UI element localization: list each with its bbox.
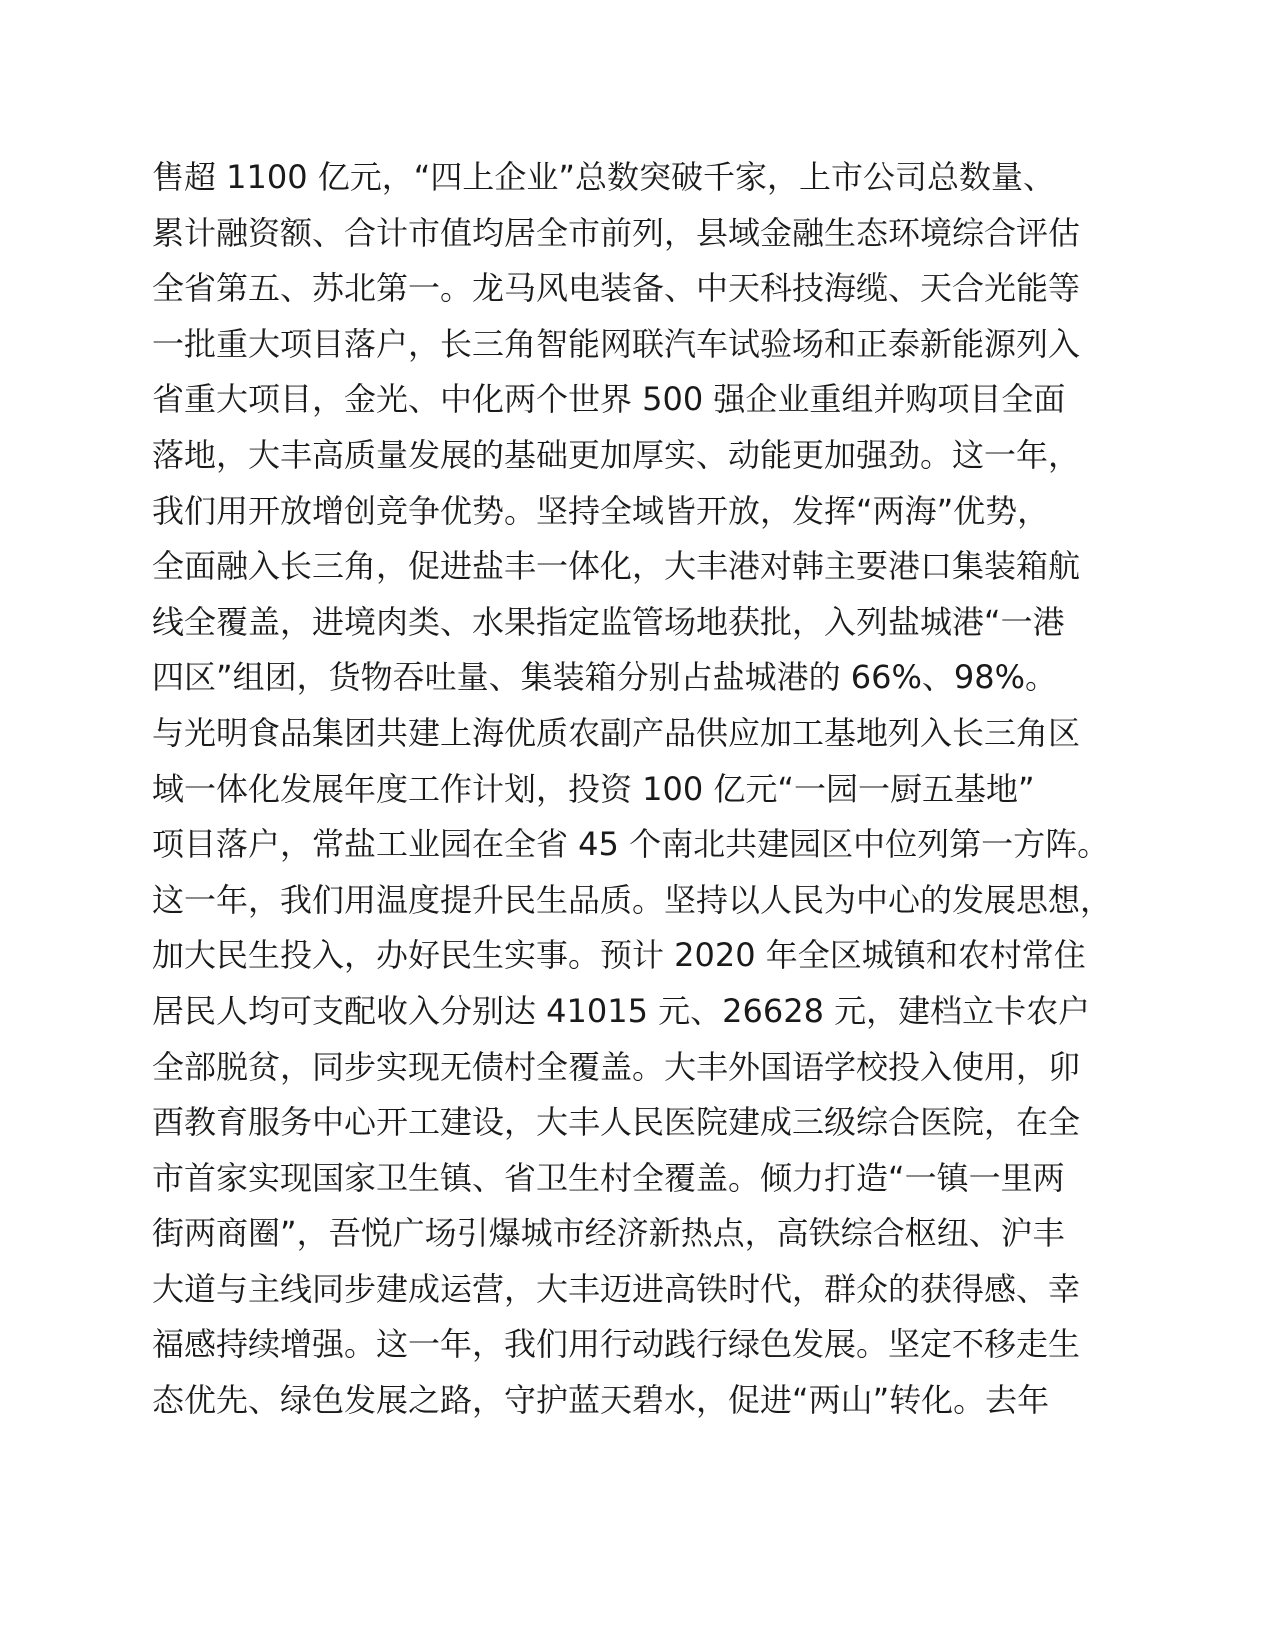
text-line: 落地，大丰高质量发展的基础更加厚实、动能更加强劲。这一年， <box>152 435 1081 474</box>
text-line: 居民人均可支配收入分别达 41015 元、26628 元，建档立卡农户 <box>152 991 1091 1030</box>
text-line: 四区”组团，货物吞吐量、集装箱分别占盐城港的 66%、98%。 <box>152 658 1058 697</box>
text-line: 福感持续增强。这一年，我们用行动践行绿色发展。坚定不移走生 <box>152 1325 1081 1364</box>
text-line: 省重大项目，金光、中化两个世界 500 强企业重组并购项目全面 <box>152 380 1066 419</box>
text-line: 市首家实现国家卫生镇、省卫生村全覆盖。倾力打造“一镇一里两 <box>152 1158 1065 1197</box>
text-line: 售超 1100 亿元，“四上企业”总数突破千家，上市公司总数量、 <box>152 158 1055 196</box>
text-line: 线全覆盖，进境肉类、水果指定监管场地获批，入列盐城港“一港 <box>152 602 1065 641</box>
body-text <box>152 150 1112 1429</box>
text-line: 这一年，我们用温度提升民生品质。坚持以人民为中心的发展思想， <box>152 880 1113 919</box>
text-line: 我们用开放增创竞争优势。坚持全域皆开放，发挥“两海”优势， <box>152 491 1050 530</box>
text-line: 项目落户，常盐工业园在全省 45 个南北共建园区中位列第一方阵。 <box>152 825 1110 864</box>
text-line: 全面融入长三角，促进盐丰一体化，大丰港对韩主要港口集装箱航 <box>152 547 1081 586</box>
text-line: 全省第五、苏北第一。龙马风电装备、中天科技海缆、天合光能等 <box>152 269 1081 308</box>
text-line: 态优先、绿色发展之路，守护蓝天碧水，促进“两山”转化。去年 <box>152 1381 1050 1420</box>
text-line: 大道与主线同步建成运营，大丰迈进高铁时代，群众的获得感、幸 <box>152 1269 1081 1308</box>
text-line: 酉教育服务中心开工建设，大丰人民医院建成三级综合医院，在全 <box>152 1103 1081 1142</box>
text-line: 累计融资额、合计市值均居全市前列，县域金融生态环境综合评估 <box>152 213 1081 252</box>
text-line: 全部脱贫，同步实现无债村全覆盖。大丰外国语学校投入使用，卯 <box>152 1047 1081 1086</box>
text-line: 一批重大项目落户，长三角智能网联汽车试验场和正泰新能源列入 <box>152 324 1081 363</box>
text-line: 与光明食品集团共建上海优质农副产品供应加工基地列入长三角区 <box>152 713 1081 752</box>
text-line: 域一体化发展年度工作计划，投资 100 亿元“一园一厨五基地” <box>152 769 1035 808</box>
text-line: 街两商圈”，吾悦广场引爆城市经济新热点，高铁综合枢纽、沪丰 <box>152 1214 1065 1253</box>
text-line: 加大民生投入，办好民生实事。预计 2020 年全区城镇和农村常住 <box>152 936 1086 975</box>
